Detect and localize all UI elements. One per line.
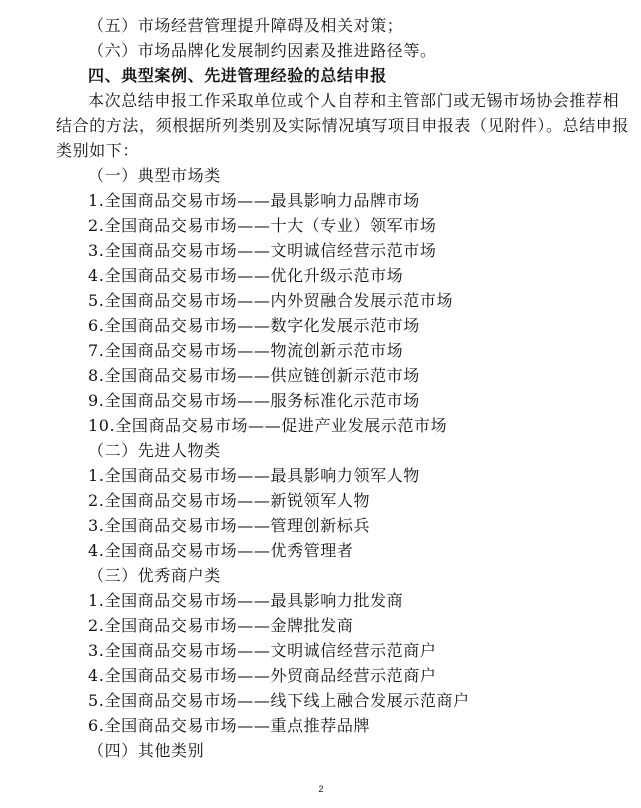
list-item: 2.全国商品交易市场——新锐领军人物 — [88, 491, 371, 510]
list-item: 1.全国商品交易市场——最具影响力品牌市场 — [88, 191, 420, 210]
list-item: 4.全国商品交易市场——优秀管理者 — [88, 541, 354, 560]
paragraph-line: 类别如下： — [56, 141, 140, 160]
category-title-advanced-people: （二）先进人物类 — [88, 441, 221, 460]
list-item: 6.全国商品交易市场——重点推荐品牌 — [88, 716, 371, 735]
list-item: 1.全国商品交易市场——最具影响力批发商 — [88, 591, 404, 610]
intro-item-5: （五）市场经营管理提升障碍及相关对策； — [88, 16, 404, 35]
list-item: 4.全国商品交易市场——外贸商品经营示范商户 — [88, 666, 437, 685]
paragraph-line: 本次总结申报工作采取单位或个人自荐和主管部门或无锡市场协会推荐相 — [88, 91, 620, 110]
intro-item-6: （六）市场品牌化发展制约因素及推进路径等。 — [88, 41, 437, 60]
list-item: 3.全国商品交易市场——文明诚信经营示范商户 — [88, 641, 437, 660]
paragraph-line: 结合的方法，须根据所列类别及实际情况填写项目申报表（见附件）。总结申报 — [56, 116, 630, 135]
list-item: 2.全国商品交易市场——金牌批发商 — [88, 616, 354, 635]
list-item: 6.全国商品交易市场——数字化发展示范市场 — [88, 316, 420, 335]
list-item: 1.全国商品交易市场——最具影响力领军人物 — [88, 466, 420, 485]
list-item: 3.全国商品交易市场——管理创新标兵 — [88, 516, 371, 535]
page-number: 2 — [318, 784, 324, 794]
list-item: 10.全国商品交易市场——促进产业发展示范市场 — [88, 416, 448, 435]
category-title-typical-markets: （一）典型市场类 — [88, 166, 221, 185]
section-heading: 四、典型案例、先进管理经验的总结申报 — [88, 66, 387, 85]
category-title-excellent-merchants: （三）优秀商户类 — [88, 566, 221, 585]
list-item: 8.全国商品交易市场——供应链创新示范市场 — [88, 366, 420, 385]
list-item: 5.全国商品交易市场——内外贸融合发展示范市场 — [88, 291, 454, 310]
list-item: 2.全国商品交易市场——十大（专业）领军市场 — [88, 216, 437, 235]
list-item: 3.全国商品交易市场——文明诚信经营示范市场 — [88, 241, 437, 260]
list-item: 4.全国商品交易市场——优化升级示范市场 — [88, 266, 404, 285]
category-title-other: （四）其他类别 — [88, 741, 205, 760]
list-item: 7.全国商品交易市场——物流创新示范市场 — [88, 341, 404, 360]
list-item: 9.全国商品交易市场——服务标准化示范市场 — [88, 391, 420, 410]
list-item: 5.全国商品交易市场——线下线上融合发展示范商户 — [88, 691, 470, 710]
